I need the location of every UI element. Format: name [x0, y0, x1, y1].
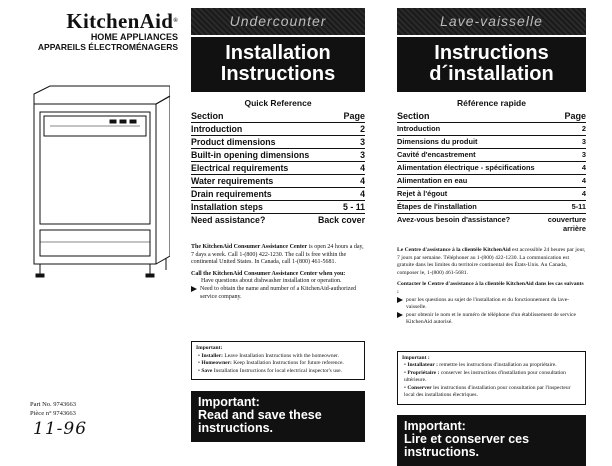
call-item: pour obtenir le nom et le numéro de téléphone d'un établissement de service KitchenAid autorisé. [397, 312, 586, 327]
toc-row: Installation steps 5 - 11 [191, 202, 365, 212]
toc-row: Avez-vous besoin d'assistance? couverture arrière [397, 215, 586, 233]
arrow-bullet-icon [397, 297, 403, 303]
toc-header: Section Page [397, 111, 586, 121]
important-item: • Installer: Leave Installation Instructions with the homeowner. [198, 352, 339, 359]
arrow-bullet-icon [397, 312, 403, 318]
brand-block [26, 10, 178, 52]
toc-row: Built-in opening dimensions 3 [191, 150, 365, 160]
important-item: • Homeowner: Keep Installation Instructions for future reference. [198, 360, 344, 367]
toc-row: Water requirements 4 [191, 176, 365, 186]
toc-row: Cavité d'encastrement 3 [397, 149, 586, 162]
quick-reference-heading: Quick Reference [244, 98, 312, 108]
important-item: • Propriétaire : conserver les instructions d'installation pour consultation ultérieure. [404, 369, 566, 384]
important-box: Important: • Installer: Leave Installation Instructions with the homeowner. • Homeowner: Keep Installation Instructions for future reference. • Save Installation Instructions for local electrical inspector's use. [191, 341, 365, 380]
lire-et-conserver-banner: Important: Lire et conserver ces instructions. [397, 415, 586, 466]
assistance-paragraph: Le Centre d'assistance à la clientèle KitchenAid est accessible 24 heures par jour, 7 jours par semaine. Téléphoner au 1-(800) 422-1230. La communication est gratuite dans les limites du territoire continental des États-Unis. Au Canada, composer le, 1-(800) 461-5681. [397, 247, 586, 276]
toc-row: Drain requirements 4 [191, 189, 365, 199]
call-when-block: Call the KitchenAid Consumer Assistance Center when you: Have questions about dishwasher installation or operation. Need to obtain the name and number of a KitchenAid-authorized service company. [191, 271, 365, 301]
kitchenaid-logo: KitchenAid® [66, 9, 178, 33]
title-installation-instructions: Installation Instructions [191, 37, 365, 92]
brand-tagline-en: HOME APPLIANCES [90, 32, 178, 42]
arrow-bullet-icon [191, 286, 197, 292]
toc-header: Section Page [191, 111, 365, 121]
toc-row: Alimentation en eau 4 [397, 175, 586, 188]
reference-rapide-heading: Référence rapide [457, 98, 526, 108]
call-item: pour les questions au sujet de l'installation et du fonctionnement du lave-vaisselle. [397, 297, 586, 312]
toc-row: Product dimensions 3 [191, 137, 365, 147]
important-item: • Save Installation Instructions for local electrical inspector's use. [198, 367, 342, 374]
toc-row: Étapes de l'installation 5-11 [397, 201, 586, 214]
call-when-block: Contacter le Centre d'assistance à la clientèle KitchenAid dans les cas suivants : pour les questions au sujet de l'installation et du fonctionnement du lave-vaisselle. pour obtenir le nom et le numéro de téléphone d'un établissement de service KitchenAid autorisé. [397, 281, 586, 327]
toc-row: Introduction 2 [397, 123, 586, 136]
brand-tagline-fr: APPAREILS ÉLECTROMÉNAGERS [37, 42, 178, 52]
important-item: • Conserver les instructions d'installation pour consultation par l'inspecteur local des installations électriques. [404, 384, 571, 399]
important-item: • Installateur : remettre les instructions d'installation au propriétaire. [404, 362, 557, 369]
french-column [397, 8, 586, 466]
toc-row: Rejet à l'égout 4 [397, 188, 586, 201]
call-item: Have questions about dishwasher installation or operation. [201, 278, 342, 285]
dishwasher-illustration-icon [20, 84, 170, 280]
title-instructions-installation: Instructions d´installation [397, 37, 586, 92]
toc-row: Dimensions du produit 3 [397, 136, 586, 149]
toc-row: Electrical requirements 4 [191, 163, 365, 173]
english-column [191, 8, 365, 442]
toc-list [191, 123, 365, 226]
toc-row: Introduction 2 [191, 124, 365, 134]
part-number: Part No. 9743663 Pièce n° 9743663 [30, 401, 77, 417]
read-and-save-banner: Important: Read and save these instructions. [191, 391, 365, 442]
banner-undercounter: Undercounter [191, 8, 365, 35]
handwritten-date: 11-96 [33, 419, 88, 439]
banner-lave-vaisselle: Lave-vaisselle [397, 8, 586, 35]
call-item: Need to obtain the name and number of a KitchenAid-authorized service company. [191, 286, 365, 301]
assistance-paragraph: The KitchenAid Consumer Assistance Center is open 24 hours a day, 7 days a week. Call 1-(800) 422-1230. The call is free within the continental United States. In Canada, call 1-(800) 461-5681. [191, 244, 364, 266]
toc-row: Need assistance? Back cover [191, 215, 365, 225]
toc-list [397, 123, 586, 233]
toc-row: Alimentation électrique - spécifications 4 [397, 162, 586, 175]
important-box: Important : • Installateur : remettre les instructions d'installation au propriétaire. • Propriétaire : conserver les instructions d'installation pour consultation ultérieure. • Conserver les instructions d'installation pour consultation par l'inspecteur local des installations électriques. [397, 351, 586, 405]
